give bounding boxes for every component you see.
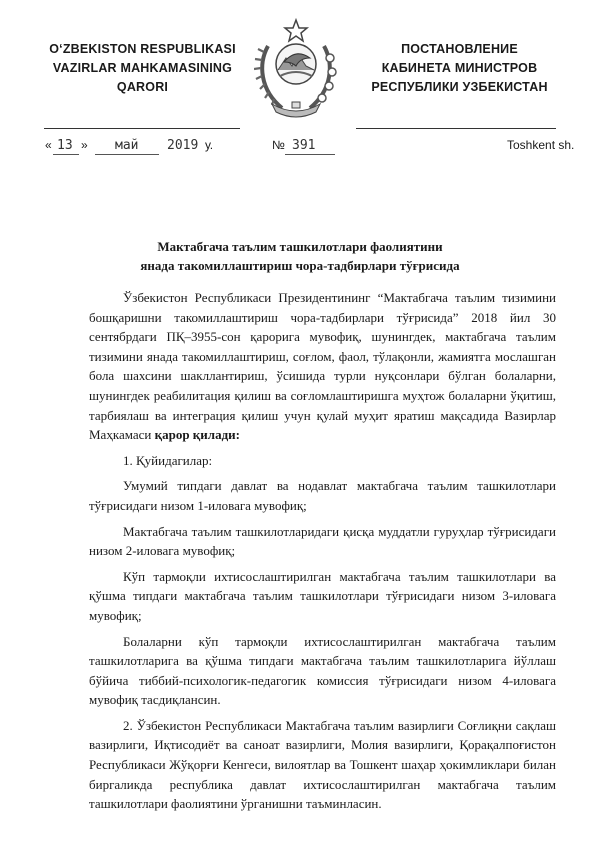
quote-close: » [81, 138, 88, 152]
decree-number: 391 [292, 138, 316, 153]
year-suffix: у. [205, 138, 214, 152]
decree-day: 13 [57, 138, 73, 153]
month-underline [95, 154, 159, 155]
title-line-1: Мактабгача таълим ташкилотлари фаолиятини [157, 239, 443, 254]
item-1-sub-3: Кўп тармоқли ихтисослаштирилган мактабгача таълим ташкилотлари ва қўшма типдаги мактабгача таълим ташкилотлари тўғрисидаги низом 3-иловага мувофиқ; [89, 568, 556, 623]
preamble-paragraph [89, 288, 556, 445]
decree-month: май [115, 138, 139, 153]
header-left-line-2: VAZIRLAR MAHKAMASINING [52, 61, 233, 75]
number-label: № [272, 138, 285, 152]
item-1-sub-2: Мактабгача таълим ташкилотларидаги қисқа муддатли гуруҳлар тўғрисидаги низом 2-иловага мувофиқ; [89, 523, 556, 559]
header-left-line-1: O‘ZBEKISTON RESPUBLIKASI [49, 42, 236, 56]
quote-open: « [45, 138, 52, 152]
decree-body [89, 288, 556, 820]
title-line-2: янада такомиллаштириш чора-тадбирлари тўғрисида [140, 258, 460, 273]
decree-year: 2019 [167, 138, 199, 153]
header-left-line-3: QARORI [116, 80, 169, 94]
number-underline [285, 154, 335, 155]
header-uzbek-title [40, 40, 245, 97]
header-divider-left [44, 128, 240, 129]
header-right-line-2: КАБИНЕТА МИНИСТРОВ [381, 61, 538, 75]
item-1-sub-1: Умумий типдаги давлат ва нодавлат мактабгача таълим ташкилотлари тўғрисидаги низом 1-иловага мувофиқ; [89, 478, 556, 513]
item-1-sub-4: Болаларни кўп тармоқли ихтисослаштирилган мактабгача таълим ташкилотларига ва қўшма типдаги мактабгача таълим ташкилотларига йўллаш бўйича тиббий-психологик-педагогик комиссия тўғрисидаги низом 4-иловага мувофиқ тасдиқлансин. [89, 633, 556, 708]
resolution-phrase: қарор қилади: [154, 427, 240, 443]
header-divider-right [356, 128, 556, 129]
date-number-row [45, 138, 575, 158]
day-underline [53, 154, 79, 155]
decree-title [70, 237, 530, 275]
header-russian-title [362, 40, 557, 97]
preamble-text: Ўзбекистон Республикаси Президентининг “Мактабгача таълим тизимини бошқаришни такомиллаштириш чора-тадбирлари тўғрисида” 2018 йил 30 сентябрдаги ПҚ–3955-сон қарорига мувофиқ, шунингдек, мактабгача таълим тизимини янада такомиллаштириш, соғлом, фаол, тўлақонли, жамиятга мослашган бола шахсини шакллантириш, ўсишида турли нуқсонлари бўлган болаларни, шунингдек реабилитация қилиш ва соғломлаштиришга муҳтож болаларни ўқитиш, тарбиялаш ва интеграция қилиш учун қулай муҳит яратиш мақсадида Вазирлар Маҳкамаси [89, 290, 556, 443]
header-right-line-1: ПОСТАНОВЛЕНИЕ [401, 42, 518, 56]
state-emblem-icon [254, 18, 338, 120]
header-right-line-3: РЕСПУБЛИКИ УЗБЕКИСТАН [371, 80, 548, 94]
item-2-paragraph: 2. Ўзбекистон Республикаси Мактабгача таълим вазирлиги Соғлиқни сақлаш вазирлиги, Иқтисодиёт ва саноат вазирлиги, Молия вазирлиги, Қорақалпоғистон Республикаси Жўқорғи Кенгеси, вилоятлар ва Тошкент шаҳар ҳокимликлари билан биргаликда республика давлат ихтисослаштирилган мактабгача таълим ташкилотлари фаолиятини ўрганишни таъминласин. [89, 717, 556, 812]
item-1-heading: 1. Қуйидагилар: [123, 452, 213, 468]
city-name: Toshkent sh. [507, 138, 575, 152]
